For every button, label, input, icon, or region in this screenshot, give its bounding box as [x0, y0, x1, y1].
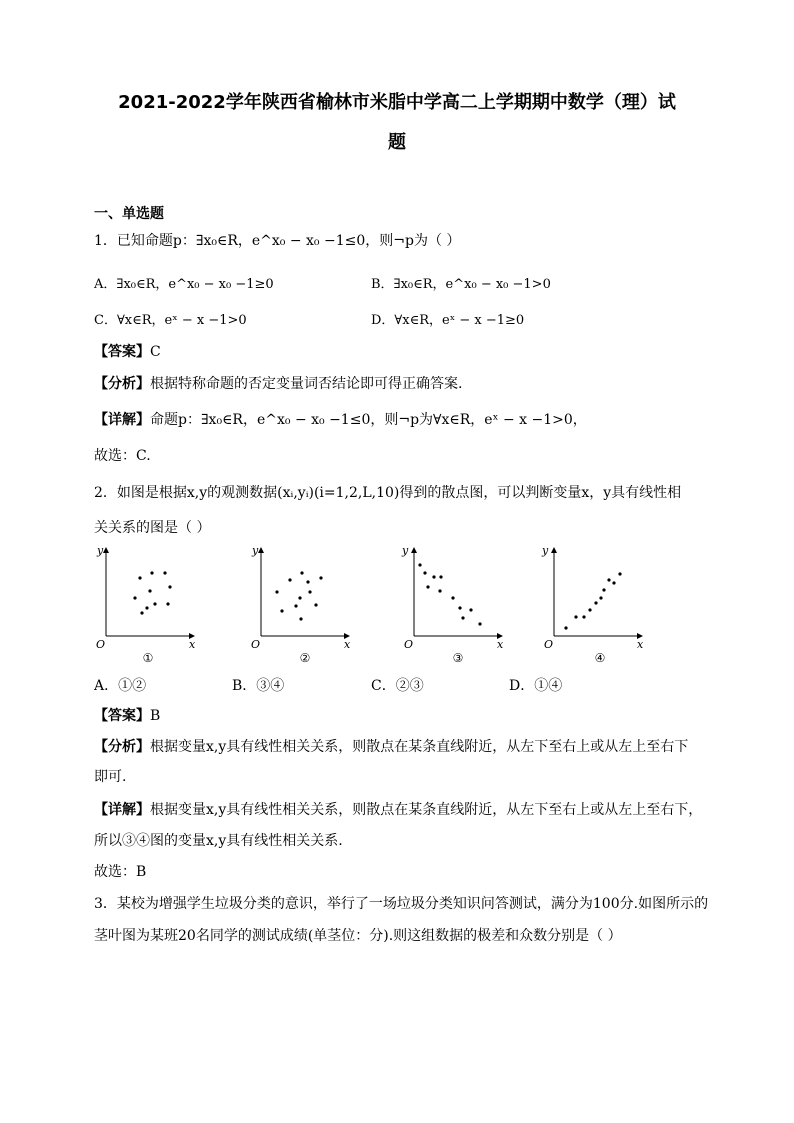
answer-tag: 【答案】 — [94, 708, 150, 724]
analysis-tag: 【分析】 — [94, 739, 150, 755]
q3-stem-line1: 3．某校为增强学生垃圾分类的意识，举行了一场垃圾分类知识问答测试，满分为100分.如图所示的 — [94, 896, 709, 912]
q1-option-b: B．∃x₀∈R，e^x₀ − x₀ −1>0 — [371, 277, 551, 292]
scatter-point — [478, 622, 481, 625]
q1-answer — [94, 342, 161, 362]
q2-stem-line2: 关关系的图是（ ） — [94, 520, 211, 536]
scatter-point — [145, 606, 148, 609]
q2-stem-line1: 2．如图是根据x,y的观测数据(xᵢ,yᵢ)(i=1,2,L,10)得到的散点图，可以判断变量x，y具有线性相 — [94, 485, 682, 501]
scatter-point — [319, 576, 322, 579]
scatter-point — [439, 575, 442, 578]
scatter-plot-2 — [245, 540, 355, 668]
q2-analysis-line1 — [94, 737, 688, 757]
q1-detail — [94, 410, 587, 430]
q2-choose: 故选：B — [94, 864, 147, 880]
scatter-point — [607, 578, 610, 581]
scatter-point — [299, 617, 302, 620]
scatter-point — [166, 602, 169, 605]
scatter-point — [294, 604, 297, 607]
origin-label: O — [404, 638, 414, 651]
scatter-point — [564, 626, 567, 629]
scatter-point — [140, 611, 143, 614]
scatter-point — [288, 578, 291, 581]
scatter-point — [314, 603, 317, 606]
scatter-point — [168, 585, 171, 588]
scatter-point — [298, 596, 301, 599]
scatter-point — [423, 571, 426, 574]
origin-label: O — [96, 638, 106, 651]
q2-analysis-line2: 即可. — [94, 769, 127, 785]
scatter-point — [612, 581, 615, 584]
scatter-point — [418, 563, 421, 566]
section-heading: 一、单选题 — [94, 206, 164, 222]
analysis-text: 根据特称命题的否定变量词否结论即可得正确答案. — [150, 376, 463, 392]
scatter-point — [148, 589, 151, 592]
answer-tag: 【答案】 — [94, 344, 150, 360]
analysis-tag: 【分析】 — [94, 376, 150, 392]
document-title-line2: 题 — [388, 132, 406, 153]
scatter-point — [163, 571, 166, 574]
q1-option-a: A．∃x₀∈R，e^x₀ − x₀ −1≥0 — [94, 277, 274, 292]
x-axis-label: x — [637, 638, 644, 651]
plot-caption: ② — [299, 651, 311, 665]
detail-text: 命题p：∃x₀∈R，e^x₀ − x₀ −1≤0，则¬p为∀x∈R，eˣ − x −1>0， — [150, 412, 587, 428]
q1-choose: 故选：C. — [94, 448, 151, 464]
y-axis-label: y — [542, 544, 549, 557]
answer-value: B — [150, 708, 161, 724]
scatter-point — [469, 608, 472, 611]
q2-option-d: D．①④ — [509, 678, 563, 694]
scatter-point — [574, 615, 577, 618]
y-axis-label: y — [402, 544, 409, 557]
q2-option-b: B．③④ — [232, 678, 285, 694]
detail-tag: 【详解】 — [94, 412, 150, 428]
plot-caption: ③ — [452, 651, 464, 665]
scatter-point — [300, 571, 303, 574]
scatter-point — [618, 572, 621, 575]
q2-answer — [94, 706, 160, 726]
x-axis-label: x — [497, 638, 504, 651]
scatter-point — [426, 585, 429, 588]
detail-tag: 【详解】 — [94, 802, 150, 818]
y-axis-label: y — [252, 544, 259, 557]
scatter-point — [432, 575, 435, 578]
x-axis-label: x — [344, 638, 351, 651]
scatter-point — [308, 590, 311, 593]
scatter-point — [588, 608, 591, 611]
plot-caption: ④ — [594, 651, 606, 665]
scatter-point — [599, 596, 602, 599]
detail-text: 根据变量x,y具有线性相关关系，则散点在某条直线附近，从左下至右上或从左上至右下， — [150, 802, 703, 818]
q2-option-c: C．②③ — [371, 678, 424, 694]
scatter-point — [150, 571, 153, 574]
origin-label: O — [544, 638, 554, 651]
q2-detail-line2: 所以③④图的变量x,y具有线性相关关系. — [94, 833, 343, 849]
scatter-point — [306, 580, 309, 583]
q3-stem-line2: 茎叶图为某班20名同学的测试成绩(单茎位：分).则这组数据的极差和众数分别是（ ） — [94, 928, 622, 944]
origin-label: O — [251, 638, 261, 651]
scatter-plot-3 — [398, 540, 508, 668]
q1-analysis — [94, 374, 462, 394]
scatter-point — [138, 576, 141, 579]
scatter-plot-4 — [538, 540, 648, 668]
document-title-line1: 2021-2022学年陕西省榆林市米脂中学高二上学期期中数学（理）试 — [118, 92, 676, 113]
answer-value: C — [150, 344, 161, 360]
scatter-plot-1 — [90, 540, 200, 668]
scatter-point — [451, 596, 454, 599]
scatter-point — [275, 590, 278, 593]
scatter-point — [458, 606, 461, 609]
scatter-point — [153, 602, 156, 605]
q2-option-a: A．①② — [94, 678, 147, 694]
x-axis-label: x — [189, 638, 196, 651]
analysis-text: 根据变量x,y具有线性相关关系，则散点在某条直线附近，从左下至右上或从左上至右下 — [150, 739, 689, 755]
scatter-point — [461, 616, 464, 619]
scatter-point — [602, 588, 605, 591]
q1-stem: 1．已知命题p：∃x₀∈R，e^x₀ − x₀ −1≤0，则¬p为（ ） — [94, 233, 461, 249]
plot-caption: ① — [142, 651, 154, 665]
scatter-point — [438, 589, 441, 592]
y-axis-label: y — [97, 544, 104, 557]
q2-detail-line1 — [94, 800, 702, 820]
scatter-point — [280, 609, 283, 612]
q1-option-d: D．∀x∈R，eˣ − x −1≥0 — [371, 313, 525, 328]
q1-option-c: C．∀x∈R，eˣ − x −1>0 — [94, 313, 247, 328]
scatter-point — [582, 615, 585, 618]
scatter-point — [133, 596, 136, 599]
scatter-point — [594, 601, 597, 604]
